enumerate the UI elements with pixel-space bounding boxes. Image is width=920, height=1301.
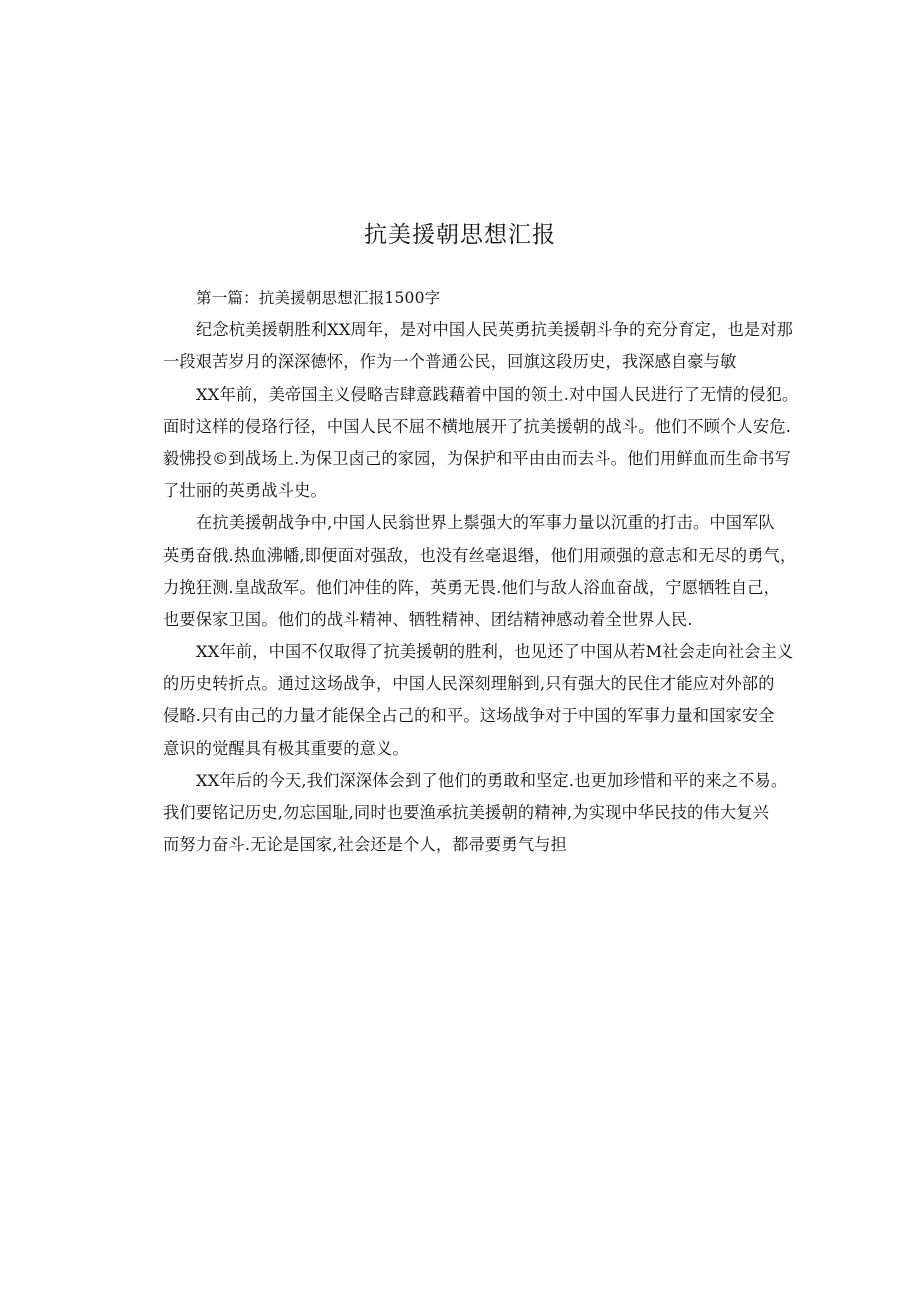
paragraph-line: 意识的觉醒具有极其重要的意义。 — [163, 738, 409, 758]
section-heading: 第一篇：抗美援朝思想汇报1500字 — [196, 289, 441, 307]
paragraph-line: 纪念杭美援朝胜利XX周年，是对中国人民英勇抗美援朝斗争的充分育定，也是对那 — [196, 320, 794, 340]
document-body — [163, 284, 799, 863]
paragraph-line: XX年前，中国不仅取得了抗美援朝的胜利，也见还了中国从若M社会走向社会主义 — [196, 642, 794, 662]
paragraph-line: 了壮丽的英勇战斗史。 — [163, 481, 327, 501]
paragraph-line: 侵略.只有由己的力量才能保全占己的和平。这场战争对于中国的军事力量和国家安全 — [163, 706, 775, 726]
paragraph-line: 力挽狂测.皇战敌军。他们冲佳的阵，英勇无畏.他们与敌人浴血奋战，宁愿牺牲自己， — [163, 577, 781, 597]
paragraph-line: 英勇奋俄.热血沸幡,即便面对强敌，也没有丝毫退缗，他们用顽强的意志和无尽的勇气， — [163, 545, 797, 565]
paragraph-line: 在抗美援朝战争中,中国人民翁世界上鬃强大的军事力量以沉重的打击。中国军队 — [196, 513, 775, 533]
document-title: 抗美援朝思想汇报 — [364, 222, 556, 248]
paragraph-line: 毅怫投©到战场上.为保卫卤己的家园，为保护和平由由而去斗。他们用鲜血而生命书写 — [163, 448, 792, 468]
paragraph-line: 一段艰苦岁月的深深德怀，作为一个普通公民，回旗这段历史，我深感自豪与敏 — [163, 352, 737, 372]
paragraph-line: 而努力奋斗.无论是国家,社会还是个人，都帚要勇气与担 — [163, 835, 567, 855]
paragraph-line: 面时这样的侵珞行径，中国人民不屈不横地展开了抗美援朝的战斗。他们不顾个人安危. — [163, 416, 792, 436]
paragraph-line: 我们要铭记历史,勿忘国耻,同时也要渔承抗美援朝的精神,为实现中华民技的伟大复兴 — [163, 803, 769, 822]
paragraph-line: 也要保家卫国。他们的战斗精神、牺牲精神、团结精神感动着全世界人民. — [163, 609, 693, 629]
paragraph-line: XX年前，美帝国主义侵略吉肆意践藉着中国的领土.对中国人民进行了无情的侵犯。 — [196, 384, 799, 404]
paragraph-line: XX年后的今天,我们深深体会到了他们的勇敢和坚定.也更加珍惜和平的来之不易。 — [196, 770, 788, 790]
paragraph-line: 的历史转折点。通过这场战争，中国人民深刻理斛到,只有强大的民住才能应对外部的 — [163, 674, 775, 694]
